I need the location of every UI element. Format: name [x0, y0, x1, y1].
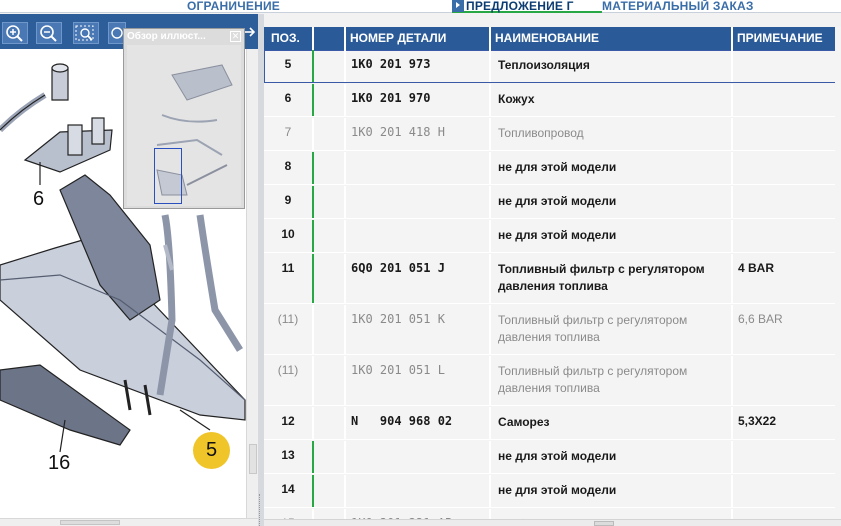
zoom-out-icon [37, 23, 61, 43]
table-row[interactable] [264, 407, 841, 440]
zoom-area-icon [74, 23, 98, 43]
cell-pos: 9 [264, 186, 314, 218]
cell-part-number: 1K0 201 973 [346, 50, 491, 82]
cell-note [733, 475, 841, 507]
available-indicator [312, 220, 314, 252]
cell-part-number [346, 475, 491, 507]
cell-part-number: 1K0 201 051 K [346, 305, 491, 354]
available-indicator [312, 84, 314, 116]
available-indicator [312, 254, 314, 303]
cell-note [733, 186, 841, 218]
splitter-grip[interactable] [259, 494, 263, 526]
cell-note [733, 50, 841, 82]
cell-flag [314, 254, 346, 303]
cell-name: Теплоизоляция [491, 50, 733, 82]
cell-note: 5,3X22 [738, 414, 777, 428]
arrow-right-icon [243, 22, 257, 42]
table-header [264, 27, 841, 50]
cell-pos: 13 [264, 441, 314, 473]
table-row[interactable] [264, 152, 841, 185]
table-row[interactable] [264, 84, 841, 117]
overview-viewport-frame[interactable] [154, 148, 182, 204]
table-row[interactable] [264, 305, 841, 355]
cell-note: 6,6 BAR [738, 312, 783, 326]
callout-16[interactable]: 16 [48, 452, 71, 474]
scrollbar-thumb[interactable] [249, 444, 257, 474]
cell-name: Топливный фильтр с регулятором давления топлива [491, 254, 733, 303]
table-row[interactable] [264, 50, 841, 83]
cell-pos: 7 [264, 118, 314, 150]
zoom-in-icon [3, 23, 27, 43]
cell-pos: 5 [264, 50, 314, 82]
cell-pos: (11) [264, 305, 314, 354]
table-vertical-scrollbar[interactable] [835, 27, 841, 526]
tab-offer-label: ПРЕДЛОЖЕНИЕ Г [466, 0, 574, 13]
illustration-horizontal-scrollbar[interactable] [0, 518, 258, 526]
cell-part-number: 1K0 201 418 H [346, 118, 491, 150]
tab-material-order[interactable]: МАТЕРИАЛЬНЫЙ ЗАКАЗ [602, 0, 754, 13]
top-tab-bar [0, 0, 841, 13]
cell-pos: 12 [264, 407, 314, 439]
available-indicator [312, 50, 314, 82]
illustration-overview-popup[interactable] [123, 28, 245, 209]
cell-note [733, 356, 841, 405]
close-icon[interactable]: ✕ [231, 31, 240, 41]
parts-table [264, 27, 841, 526]
cell-flag [314, 475, 346, 507]
cell-name: Топливопровод [491, 118, 733, 150]
table-row[interactable] [264, 254, 841, 304]
cell-pos: 14 [264, 475, 314, 507]
cell-part-number [346, 441, 491, 473]
tab-limit[interactable]: ОГРАНИЧЕНИЕ [187, 0, 280, 13]
cell-pos: 11 [264, 254, 314, 303]
cell-flag [314, 186, 346, 218]
cell-name: не для этой модели [491, 152, 733, 184]
overview-title: Обзор иллюст... [127, 31, 206, 42]
callout-6[interactable]: 6 [33, 188, 45, 210]
cell-part-number [346, 186, 491, 218]
zoom-out-button[interactable] [36, 22, 62, 44]
cell-flag [314, 152, 346, 184]
callout-5-highlighted[interactable]: 5 [193, 432, 230, 469]
cell-name: не для этой модели [491, 441, 733, 473]
cell-name: Топливный фильтр с регулятором давления топлива [491, 356, 733, 405]
zoom-in-button[interactable] [2, 22, 28, 44]
table-row[interactable] [264, 475, 841, 508]
cell-note: 4 BAR [738, 261, 775, 275]
table-row[interactable] [264, 220, 841, 253]
cell-flag [314, 118, 346, 150]
play-arrow-icon [452, 0, 464, 12]
cell-flag [314, 441, 346, 473]
cell-name: Топливный фильтр с регулятором давления топлива [491, 305, 733, 354]
cell-flag [314, 50, 346, 82]
scrollbar-thumb[interactable] [594, 521, 614, 526]
table-row[interactable] [264, 441, 841, 474]
zoom-area-button[interactable] [73, 22, 99, 44]
cell-pos: (11) [264, 356, 314, 405]
column-header-note[interactable]: ПРИМЕЧАНИЕ [737, 31, 823, 45]
column-header-blank [314, 27, 346, 50]
cell-part-number: 6Q0 201 051 J [346, 254, 491, 303]
cell-name: Саморез [491, 407, 733, 439]
cell-name: Кожух [491, 84, 733, 116]
table-row[interactable] [264, 118, 841, 151]
cell-part-number: 1K0 201 970 [346, 84, 491, 116]
cell-flag [314, 220, 346, 252]
available-indicator [312, 441, 314, 473]
cell-flag [314, 356, 346, 405]
cell-flag [314, 305, 346, 354]
cell-part-number: N 904 968 02 [346, 407, 491, 439]
scrollbar-thumb[interactable] [60, 520, 120, 525]
cell-part-number [346, 220, 491, 252]
column-header-pos[interactable]: ПОЗ. [264, 27, 314, 50]
table-row[interactable] [264, 186, 841, 219]
cell-note [733, 84, 841, 116]
overview-drawing [127, 45, 241, 206]
cell-name: не для этой модели [491, 186, 733, 218]
cell-name: не для этой модели [491, 220, 733, 252]
available-indicator [312, 152, 314, 184]
cell-part-number: 1K0 201 051 L [346, 356, 491, 405]
available-indicator [312, 475, 314, 507]
cell-flag [314, 84, 346, 116]
cell-note [733, 118, 841, 150]
table-horizontal-scrollbar[interactable] [264, 519, 841, 526]
cell-flag [314, 407, 346, 439]
cell-note [733, 441, 841, 473]
tab-offer[interactable] [452, 0, 602, 13]
column-header-part-number[interactable]: НОМЕР ДЕТАЛИ [346, 27, 491, 50]
cell-pos: 10 [264, 220, 314, 252]
cell-name: не для этой модели [491, 475, 733, 507]
overview-thumbnail[interactable] [127, 45, 241, 206]
cell-note [733, 220, 841, 252]
cell-part-number [346, 152, 491, 184]
cell-pos: 8 [264, 152, 314, 184]
cell-pos: 6 [264, 84, 314, 116]
available-indicator [312, 186, 314, 218]
illustration-vertical-scrollbar[interactable] [246, 49, 258, 519]
column-header-name[interactable]: НАИМЕНОВАНИЕ [491, 27, 733, 50]
table-row[interactable] [264, 356, 841, 406]
cell-note [733, 152, 841, 184]
